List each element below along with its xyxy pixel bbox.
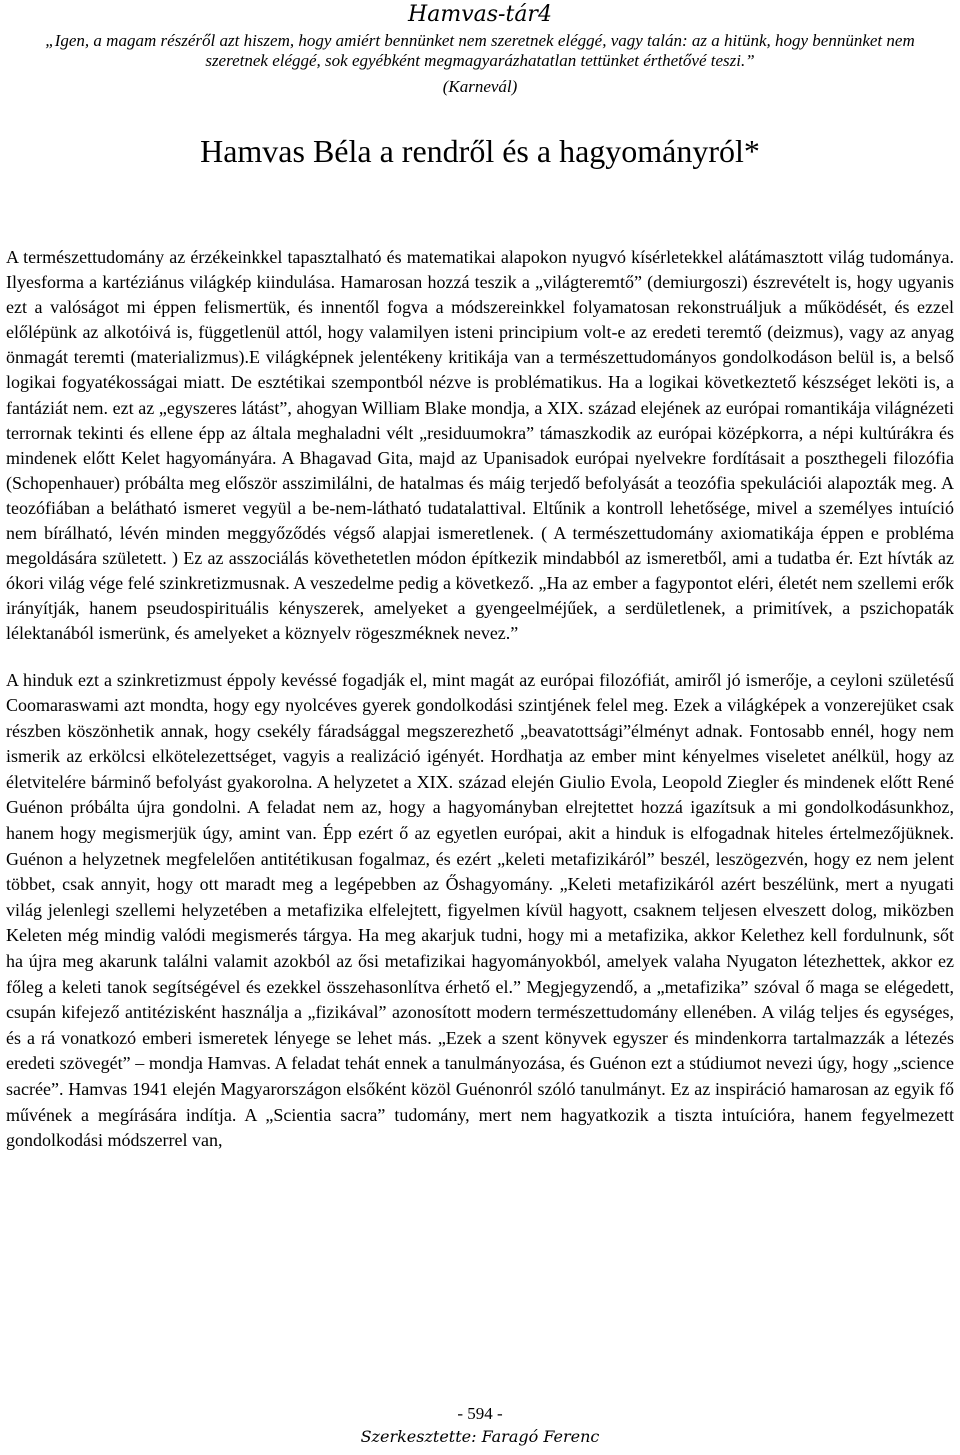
paragraph-2: A hinduk ezt a szinkretizmust éppoly kevéssé fogadják el, mint magát az európai filozófiát, amiről jó ismerője, a ceyloni születésű Coomaraswami azt mondta, hogy egy nyolcéves gyerek gondolkodási szintjének felel meg. Ezek a világképek a vonzerejüket csak részben köszönhetik annak, hogy csekély fáradsággal megszerezhető „beavatottsági”élményt adnak. Fontosabb ennél, hogy nem ismerik az erkölcsi elkötelezettséget, vagyis a realizáció igényét. Hordhatja az ember mint kényelmes viseletet anélkül, hogy az életvitelére bárminő befolyást gyakorolna. A helyzetet a XIX. század elején Giulio Evola, Leopold Ziegler és mindenek előtt René Guénon próbálta újra gondolni. A feladat nem az, hogy a hagyományban elrejtettet hozzá igazítsuk a mi gondolkodásunkhoz, hanem hogy megismerjük úgy, amint van. Épp ezért ő az egyetlen európai, akit a hinduk is elfogadnak hiteles értelmezőjüknek. Guénon a helyzetnek megfelelően antitétikusan fogalmaz, és ezért „keleti metafizikáról” beszél, leszögezvén, hogy ez nem jelent többet, csak annyit, hogy ott maradt meg a legépebben az Őshagyomány. „Keleti metafizikáról azért beszélünk, mert a nyugati világ jelenlegi szellemi helyzetében a metafizika elfelejtett, figyelmen kívül hagyott, csaknem teljesen elveszett dolog, miközben Keleten még mindig valódi megismerés tárgya. Ha meg akarjuk tudni, hogy mi a metafizika, akkor Kelethez kell fordulnunk, sőt ha újra meg akarunk találni valamit azokból az ősi metafizikai hagyományokból, amelyek valaha Nyugaton létezhettek, akkor ez főleg a keleti tanok segítségével és ezekkel összehasonlítva érhető el.” Megjegyzendő, a „metafizika” szóval ő maga se elégedett, csupán kifejező antitézisként használja a „fizikával” azonosított modern természettudomány ellenében. A világ teljes és egységes, és a rá vonatkozó emberi ismeretek lényege se lehet más. „Ezek a szent könyvek egyszer és mindenkorra tartalmazzák a létezés eredeti szövegét” – mondja Hamvas. A feladat tehát ennek a tanulmányozása, és Guénon ezt a stúdiumot nevezi úgy, hogy „science sacrée”. Hamvas 1941 elején Magyarországon elsőként közöl Guénonról szóló tanulmányt. Ez az inspiráció hamarosan az egyik fő művének a megírására indítja. A „Scientia sacra” tudomány, mert nem hagyatkozik a tiszta intuícióra, hanem fegyelmezett gondolkodási módszerrel van, bbox=[6, 669, 954, 1151]
article-title: Hamvas Béla a rendről és a hagyományról* bbox=[200, 133, 760, 169]
motto-quote: „Igen, a magam részéről azt hiszem, hogy amiért bennünket nem szeretnek eléggé, vagy talán: az a hitünk, hogy bennünket nem szeretnek eléggé, sok egyébként megmagyarázhatatlan tettünket érthetővé teszi.” bbox=[45, 31, 915, 70]
article-body bbox=[6, 245, 954, 1154]
motto-source: (Karnevál) bbox=[442, 77, 518, 96]
page-number: - 594 - bbox=[457, 1404, 503, 1423]
site-title: Hamvas-tár4 bbox=[408, 2, 552, 27]
paragraph-1: A természettudomány az érzékeinkkel tapasztalható és matematikai alapokon nyugvó kísérletekkel alátámasztott világ tudománya. Ilyesforma a kartéziánus világkép kiindulása. Hamarosan hozzá teszik a „világteremtő” (demiurgoszi) észrevételt is, hogy ugyanis ezt a valóságot mi éppen felismertük, és innentől fogva a módszereinkkel folyamatosan rekonstruáljuk a működését, és ezzel előlépünk az alkotóivá is, függetlenül attól, hogy valamilyen isteni principium volt-e az eredeti teremtő (deizmus), vagy az anyag önmagát teremti (materializmus).E világképnek jelentékeny kritikája van a természettudományos gondolkodáson belül is, a belső logikai fogyatékosságai miatt. De esztétikai szempontból nézve is problématikus. Ha a logikai következtető készséget leköti is, a fantáziát nem. ezt az „egyszeres látást”, ahogyan William Blake mondja, a XIX. század elejének az európai romantikája világnézeti terrornak tekinti és ellene épp az általa meghaladni vélt „residuumokra” támaszkodik az európai középkorra, a népi kultúrákra és mindenek előtt Kelet hagyományára. A Bhagavad Gita, majd az Upanisadok európai nyelvekre fordításait a poszthegeli filozófia (Schopenhauer) próbálta meg először asszimilálni, de hatalmas és máig terjedő befolyását a teozófia spekulációi alapozták meg. A teozófiában a belátható ismeret vegyül a be-nem-látható tudatalattival. Eltűnik a kontroll lehetősége, mivel a személyes intuíció nem bírálható, lévén minden meggyőződés végső alapjai ismeretlenek. ( A természettudomány axiomatikája éppen e probléma megoldására született. ) Ez az asszociálás követhetetlen módon építkezik mindabból az ismeretből, ami a tudatba ér. Ezt hívták az ókori világ vége felé szinkretizmusnak. A veszedelme pedig a következő. „Ha az ember a fagypontot eléri, életét nem szellemi erők irányítják, hanem pseudospirituális kényszerek, amelyeket a gyengeelméjűek, a serdületlenek, a primitívek, a pszichopaták lélektanából ismerünk, és amelyeket a köznyelv rögeszméknek nevez.” bbox=[6, 247, 954, 644]
editor-credit: Szerkesztette: Faragó Ferenc bbox=[360, 1427, 600, 1446]
